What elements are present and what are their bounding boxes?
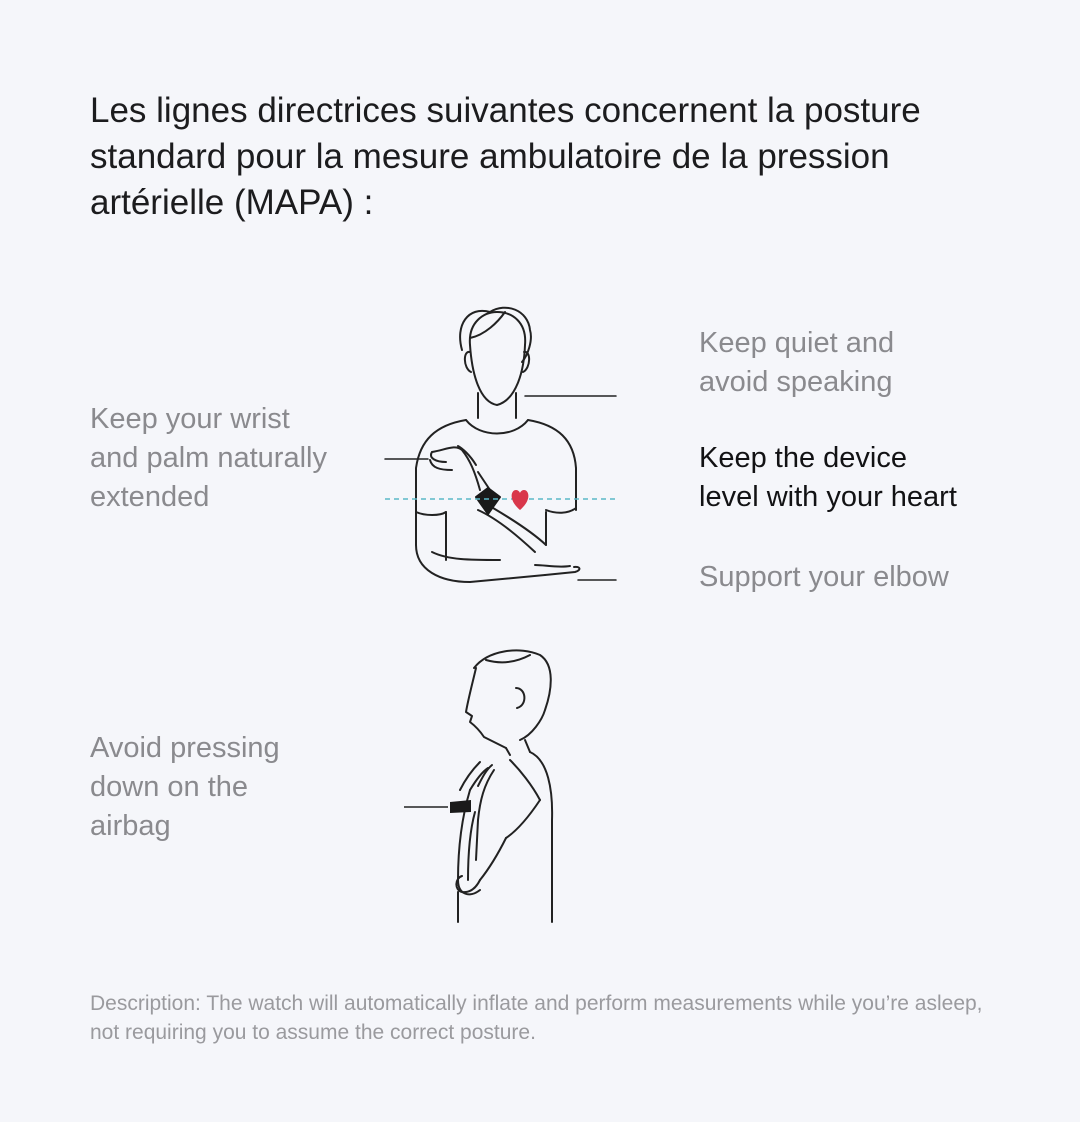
page-title: Les lignes directrices suivantes concernent la posture standard pour la mesure ambulatoire de la pression artérielle (MAPA) :	[90, 91, 921, 222]
heart-icon	[512, 490, 529, 510]
label-airbag: Avoid pressing down on the airbag	[90, 732, 280, 842]
person-side-icon	[456, 650, 552, 922]
footer-description: Description: The watch will automatically inflate and perform measurements while you’re asleep, not requiring you to assume the correct posture.	[90, 992, 983, 1044]
person-front-icon	[416, 308, 579, 582]
label-wrist-palm: Keep your wrist and palm naturally extended	[90, 403, 327, 513]
label-elbow: Support your elbow	[699, 561, 949, 593]
label-device-level: Keep the device level with your heart	[699, 442, 957, 513]
watch-icon	[450, 800, 471, 813]
label-quiet: Keep quiet and avoid speaking	[699, 327, 895, 398]
